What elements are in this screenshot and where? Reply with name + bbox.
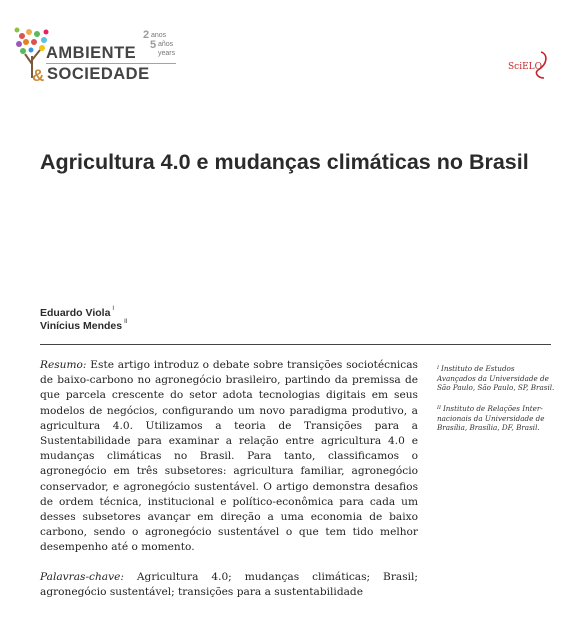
anniversary-anos: anos [151, 32, 167, 39]
header-divider [40, 344, 551, 345]
article-title: Agricultura 4.0 e mudanças climáticas no Brasil [40, 150, 529, 174]
author-2 [40, 320, 127, 332]
logo-divider [46, 63, 176, 64]
keywords-text: Agricultura 4.0; mudanças climáticas; Brasil; agronegócio sustentável; transições para a sustentabilidade [40, 571, 418, 599]
affiliation-mark: I [437, 365, 439, 371]
abstract-text: Este artigo introduz o debate sobre transições sociotécnicas de baixo-carbono no agronegócio brasileiro, partindo da premissa de que parcela crescente do setor adota tecnologias digitais em seus modelos de negócios, configurando um novo paradigma produtivo, a agricultura 4.0. Utilizamos a teoria de Transições para a Sustentabilidade para examinar a relação entre agricultura 4.0 e mudanças climáticas no Brasil. Para tanto, classificamos o agronegócio em três subsetores: agricultura familiar, agronegócio conservador, e agronegócio sustentável. O artigo demonstra desafios de ordem técnica, institucional e político-econômica para cada um desses subsetores avançar em direção a uma economia de baixo carbono, sendo o agronegócio sustentável o que tem tido melhor desempenho até o momento. [40, 359, 418, 554]
anniversary-digit-1: 2 [143, 29, 150, 41]
scielo-label: SciELO [508, 62, 543, 72]
author-name: Vinícius Mendes [40, 320, 123, 332]
affiliation-text: Instituto de Relações Internacionais da Universidade de Brasília, Brasília, DF, Brasil. [437, 404, 545, 433]
author-affil-mark: I [112, 306, 115, 312]
affiliation-mark: II [437, 405, 441, 411]
author-affil-mark: II [124, 319, 128, 325]
author-name: Eduardo Viola [40, 307, 111, 319]
affiliation-2 [437, 404, 555, 433]
anniversary-digit-2: 5 [150, 39, 157, 51]
journal-name-line1: AMBIENTE [46, 44, 137, 62]
affiliation-text: Instituto de Estudos Avançados da Universidade de São Paulo, São Paulo, SP, Brasil. [437, 364, 555, 393]
author-1 [40, 307, 114, 319]
anniversary-years: years [158, 50, 176, 57]
abstract [40, 358, 418, 556]
anniversary-anos-es: años [158, 41, 174, 48]
keywords-label: Palavras-chave: [40, 571, 124, 583]
keywords [40, 570, 418, 600]
journal-ampersand: & [32, 66, 45, 85]
abstract-label: Resumo: [40, 359, 87, 371]
journal-name-line2: SOCIEDADE [47, 65, 150, 83]
affiliation-1 [437, 364, 555, 393]
